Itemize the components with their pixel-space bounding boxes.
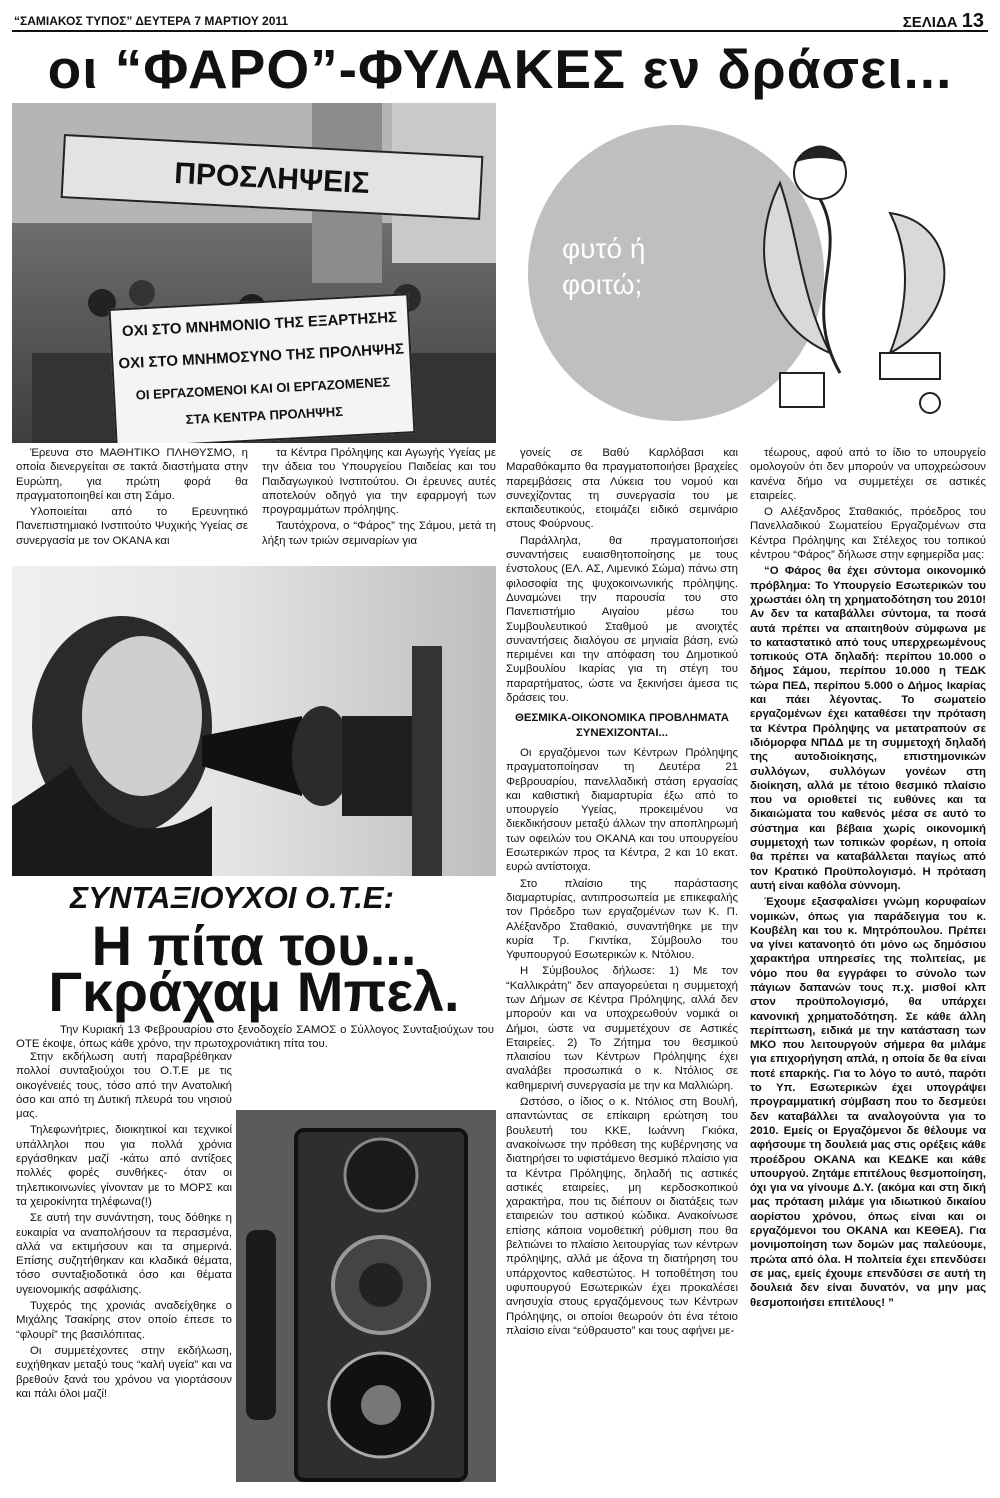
col2-top-text bbox=[262, 446, 496, 550]
paragraph: Έχουμε εξασφαλίσει γνώμη κορυφαίων νομικών, όπως για παράδειγμα του κ. Κουβέλη και του κ. Μητρόπουλου. Πρέπει να γίνει κατανοητό ότι μόνο ως δημόσιου χαρακτήρα υπηρεσίες της πολιτείας, με νόμο που θα εγγράφει το σύνολο των πάγιων δαπανών τους π.χ. μισθοί κλπ στον προϋπολογισμό, θα υπάρχει κανονική χρηματοδότηση. Σε κάθε άλλη περίπτωση, ειδικά με την κατάσταση των ΜΚΟ που λειτουργούν σήμερα θα μιλάμε για επιχορήγηση απλά, η οποία δε θα είναι ποτέ επαρκής. Για το λόγο το αυτό, παρότι το Υπ. Εσωτερικών έχει υπογράψει προγραμματική σύμβαση που το δεσμεύει δεν καταβάλλει τα αναλογούντα για το 2010. Εμείς οι Εργαζόμενοι δε θέλουμε να αφήσουμε τη δουλειά μας στις ορέξεις κάθε προέδρου ΟΚΑΝΑ και ΚΕΔΚΕ και κάθε υπουργού. Ζητάμε επιτέλους θεσμοποίηση, όχι για να γίνουμε Δ.Υ. (ακόμα και στη δική μας πρόταση μιλάμε για ιδιωτικού δικαίου αορίστου χρόνου, όπως είναι και οι εργαζόμενοι του ΟΚΑΝΑ και ΚΕΘΕΑ). Για μονιμοποίηση των δομών μας παλεύουμε, πρώτα από όλα. Η πολιτεία έχει επενδύσει σε μας, εμείς έχουμε επενδύσει σε αυτή τη δουλειά δεν είναι δυνατόν, να μην μας θεσμοποιήσει επιτέλους! ” bbox=[750, 896, 986, 1309]
ote-body bbox=[16, 1050, 232, 1490]
banner-line-2: ΟΧΙ ΣΤΟ ΜΝΗΜΟΣΥΝΟ ΤΗΣ ΠΡΟΛΗΨΗΣ bbox=[118, 340, 405, 373]
poster-line-2: φοιτώ; bbox=[562, 269, 643, 300]
col4-text bbox=[750, 446, 986, 1492]
banner-line-3: ΟΙ ΕΡΓΑΖΟΜΕΝΟΙ ΚΑΙ ΟΙ ΕΡΓΑΖΟΜΕΝΕΣ bbox=[135, 374, 391, 403]
page-label: ΣΕΛΙΔΑ bbox=[902, 14, 958, 31]
paragraph: Παράλληλα, θα πραγματοποιήσει συναντήσεις ευαισθητοποίησης με τους ένστολους (ΕΛ. ΑΣ, Λιμενικό Σώμα) πάνω στη φιλοσοφία της ψυχοκοινωνικής πρόληψης. Δυναμώνει την παρουσία του στο Πανεπιστήμιο Αιγαίου μέσω του Συμβουλευτικού Σταθμού με ανοιχτές συναντήσεις διαλόγου σε μηνιαία βάση, ενώ περιμένει και την απόφαση του Δημοτικού Συμβουλίου Ικαρίας για τη στέγη του παραρτήματος, ώστε να ξεκινήσει άμεσα τις δράσεις του. bbox=[506, 534, 738, 705]
student-plant-illustration bbox=[740, 123, 970, 423]
quote-block bbox=[750, 564, 986, 1309]
paragraph: Οι εργαζόμενοι των Κέντρων Πρόληψης πραγματοποίησαν τη Δευτέρα 21 Φεβρουαρίου, πανελλαδική στάση εργασίας και καθιστική διαμαρτυρία έξω από το υπουργείο Υγείας, προκειμένου να διεκδικήσουν μεταξύ άλλων την αποπληρωμή των οφειλών του ΟΚΑΝΑ και του υπουργείου Εσωτερικών προς τα Κέντρα, 2 και 10 εκατ. ευρώ αντίστοιχα. bbox=[506, 746, 738, 874]
ote-title-line-2: Γκράχαμ Μπελ. bbox=[48, 960, 460, 1023]
page-number-label bbox=[903, 10, 984, 33]
protest-photo bbox=[12, 103, 496, 443]
poster-caption bbox=[562, 231, 645, 303]
paragraph: Στην εκδήλωση αυτή παραβρέθηκαν πολλοί συνταξιούχοι του Ο.Τ.Ε με τις οικογένειές τους, τόσο από την Ανατολική όσο και από τη Δυτική πλευρά του νησιού μας. bbox=[16, 1051, 232, 1121]
paragraph: Τυχερός της χρονιάς αναδείχθηκε ο Μιχάλης Τσακίρης στον οποίο έπεσε το “φλουρί” της βασιλόπιτας. bbox=[16, 1300, 232, 1341]
protest-banner-main bbox=[109, 293, 416, 443]
wall-telephone-illustration bbox=[236, 1110, 496, 1482]
paragraph: Στο πλαίσιο της παράστασης διαμαρτυρίας, αντιπροσωπεία με επικεφαλής τον Πρόεδρο των εργαζομένων των Κ. Π. Αλέξανδρο Σταθακιό, συναντήθηκε με την κυρία Τρ. Γκιντίκα, Σύμβουλο του Υφυπουργού Εσωτερικών κ. Ντόλιου. bbox=[506, 877, 738, 962]
graham-bell-illustration bbox=[12, 566, 496, 876]
ote-title-line-1: Η πίτα του... bbox=[91, 914, 417, 977]
masthead bbox=[12, 8, 988, 32]
col1-top-text bbox=[16, 446, 248, 550]
paragraph: Ταυτόχρονα, ο “Φάρος” της Σάμου, μετά τη λήξη των τριών σεμιναρίων για bbox=[262, 520, 496, 547]
graham-bell-photo bbox=[12, 566, 496, 876]
paragraph: “Ο Φάρος θα έχει σύντομα οικονομικό πρόβλημα: Το Υπουργείο Εσωτερικών του χρωστάει όλη τη χρηματοδότηση του 2010! Αν δεν τα καταβάλλει σύντομα, τα ποσά αυτά πρέπει να απαιτηθούν σύμφωνα με το καταστατικό από τους υπερχρεωμένους τοπικούς ΟΤΑ δηλαδή: περίπου 10.000 ο δήμος Σάμου, περίπου 10.000 η ΤΕΔΚ τώρα ΠΕΔ, περίπου 5.000 ο Δήμος Ικαρίας και πάει λέγοντας. Το σωματείο εργαζομένων έχει καταθέσει την πρόταση τα Κέντρα Πρόληψης να μετατραπούν σε ιδιόμορφα ΝΠΔΔ με τη συμμετοχή δηλαδή της αυτοδιοίκησης, επιστημονικών συλλόγων, συλλόγων γονέων στη διοίκηση, αλλά με τέτοιο θεσμικό πλαίσιο που να οριοθετεί τις ευθύνες και τα δικαιώματα του καθενός μέσα σε αυτό το σύστημα και βέβαια χωρίς οικονομική συμμετοχή των τοπικών φορέων, η οποία θα πρέπει να καταβάλλεται παγίως από τον Κρατικό Προϋπολογισμό. Η πρόταση αυτή είναι καθόλα σύννομη. bbox=[750, 565, 986, 892]
paragraph: Οι συμμετέχοντες στην εκδήλωση, ευχήθηκαν μεταξύ τους “καλή υγεία” και να βρεθούν ξανά του χρόνου να γιορτάσουν και πάλι όλοι μαζί! bbox=[16, 1344, 232, 1400]
col3-text bbox=[506, 446, 738, 1492]
ote-kicker: ΣΥΝΤΑΞΙΟΥΧΟΙ Ο.Τ.Ε: bbox=[70, 880, 394, 915]
paragraph: Σε αυτή την συνάντηση, τους δόθηκε η ευκαιρία να αναπολήσουν τα περασμένα, αλλά να εκτιμήσουν και τα σημερινά. Επίσης συζητήθηκαν και κλαδικά θέματα, τόσο συνταξιοδοτικά όσο και θέματα υγειονομικής ασφάλισης. bbox=[16, 1212, 232, 1296]
ote-lead: Την Κυριακή 13 Φεβρουαρίου στο ξενοδοχείο ΣΑΜΟΣ ο Σύλλογος Συνταξιούχων του ΟΤΕ έκοψε, όπως κάθε χρόνο, την πρωτοχρονιάτικη πίτα του. bbox=[16, 1024, 494, 1051]
paragraph: τα Κέντρα Πρόληψης και Αγωγής Υγείας με την άδεια του Υπουργείου Παιδείας και του Παιδαγωγικού Ινστιτούτου. Οι έρευνες αυτές αποτελούν οδηγό για την εφαρμογή των προγραμμάτων πρόληψης. bbox=[262, 447, 496, 517]
paragraph: Η Σύμβουλος δήλωσε: 1) Με τον “Καλλικράτη” δεν απαγορεύεται η συμμετοχή των Δήμων σε Κέντρα Πρόληψης, αλλά δεν μπορούν και να υποχρεωθούν νομικά οι Δήμοι, ώστε να συμμετέχουν σε Αστικές Εταιρείες. 2) Το Ζήτημα του θεσμικού πλαισίου των Κέντρων Πρόληψης έχει αναλάβει προσωπικά ο κ. Ντόλιος σε καθημερινή συνεργασία με την κα Μαλλιώρη. bbox=[506, 965, 738, 1092]
page-headline: οι “ΦΑΡΟ”-ΦΥΛΑΚΕΣ εν δράσει... bbox=[47, 38, 953, 100]
paragraph: γονείς σε Βαθύ Καρλόβασι και Μαραθόκαμπο θα πραγματοποιήσει βραχείες παρεμβάσεις στα Λύκεια του νομού και συνεχίζοντας τη συνεργασία του με εκπαιδευτικούς, ετοιμάζει ειδικό σεμινάριο στους Φούρνους. bbox=[506, 447, 738, 531]
old-telephone-photo bbox=[236, 1110, 496, 1482]
paper-date: “ΣΑΜΙΑΚΟΣ ΤΥΠΟΣ” ΔΕΥΤΕΡΑ 7 ΜΑΡΤΙΟΥ 2011 bbox=[14, 14, 289, 28]
banner-line-4: ΣΤΑ ΚΕΝΤΡΑ ΠΡΟΛΗΨΗΣ bbox=[185, 403, 344, 428]
paragraph: Ωστόσο, ο ίδιος ο κ. Ντόλιος στη Βουλή, απαντώντας σε επίκαιρη ερώτηση του βουλευτή του ΚΚΕ, Ιωάννη Γκιόκα, ανακοίνωσε την πρόθεση της κυβέρνησης να διατηρήσει το υφιστάμενο θεσμικό πλαίσιο για τα Κέντρα Πρόληψης, δηλαδή τις αστικές αστικές εταιρείες, μη κερδοσκοπικού χαρακτήρα, που τις διέπουν οι διατάξεις των εταιρειών του αστικού κώδικα. Ανακοίνωσε επίσης κάποια νομοθετική ρύθμιση που θα βελτιώνει το πλαίσιο λειτουργίας των κέντρων πρόληψης, αλλά με άξονα τη διατήρηση του υπάρχοντος καθεστώτος. Η τοποθέτηση του υφυπουργού Εσωτερικών έχει προκαλέσει ανησυχία στους εργαζόμενους των Κέντρων Πρόληψης, οι οποίοι θεωρούν ότι ένα τέτοιο πλαίσιο είναι “εύθραυστο” και τους αφήνει με- bbox=[506, 1096, 738, 1337]
banner-top-text: ΠΡΟΣΛΗΨΕΙΣ bbox=[173, 156, 371, 201]
paragraph: Υλοποιείται από το Ερευνητικό Πανεπιστημιακό Ινστιτούτο Ψυχικής Υγείας σε συνεργασία με τον ΟΚΑΝΑ και bbox=[16, 506, 248, 547]
paragraph: Τηλεφωνήτριες, διοικητικοί και τεχνικοί υπάλληλοι που για πολλά χρόνια εργάσθηκαν μαζί -κάτω από αντίξοες πολλές φορές συνθήκες- όταν οι τηλεπικοινωνίες γίνονταν με το ΜΟΡΣ και τα χειροκίνητα τηλέφωνα(!) bbox=[16, 1124, 232, 1208]
campaign-poster bbox=[500, 103, 988, 443]
page-number: 13 bbox=[961, 10, 984, 32]
poster-line-1: φυτό ή bbox=[562, 233, 646, 264]
subheading: ΘΕΣΜΙΚΑ-ΟΙΚΟΝΟΜΙΚΑ ΠΡΟΒΛΗΜΑΤΑ ΣΥΝΕΧΙΖΟΝΤΑΙ... bbox=[515, 712, 729, 739]
paragraph: Ο Αλέξανδρος Σταθακιός, πρόεδρος του Πανελλαδικού Σωματείου Εργαζομένων στα Κέντρα Πρόληψης και Στέλεχος του τοπικού κέντρου “Φάρος” δήλωσε στην εφημερίδα μας: bbox=[750, 506, 986, 562]
banner-line-1: ΟΧΙ ΣΤΟ ΜΝΗΜΟΝΙΟ ΤΗΣ ΕΞΑΡΤΗΣΗΣ bbox=[121, 308, 398, 341]
paragraph: Έρευνα στο ΜΑΘΗΤΙΚΟ ΠΛΗΘΥΣΜΟ, η οποία διενεργείται σε τακτά διαστήματα στην Ευρώπη, για πρώτη φορά θα πραγματοποιηθεί και στη Σάμο. bbox=[16, 447, 248, 502]
paragraph: τέωρους, αφού από το ίδιο το υπουργείο ομολογούν ότι δεν μπορούν να υποχρεώσουν κανένα δήμο να συμμετέχει σε αστικές εταιρείες. bbox=[750, 447, 986, 502]
